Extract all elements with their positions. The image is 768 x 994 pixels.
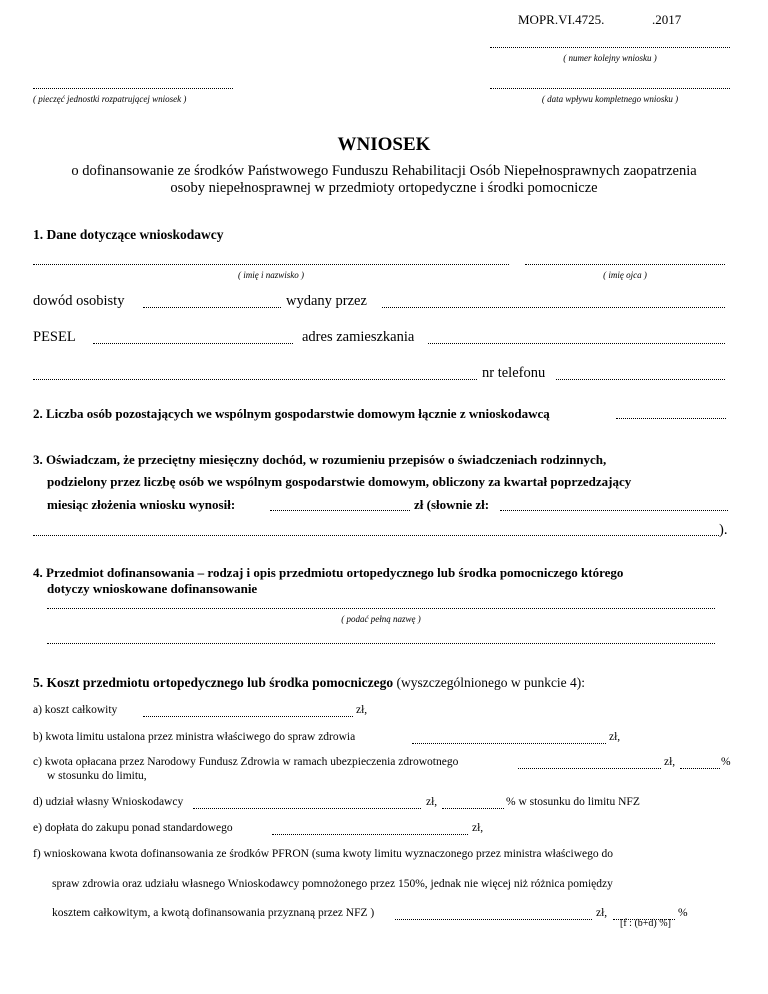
section3-line1: 3. Oświadczam, że przeciętny miesięczny dochód, w rozumieniu przepisów o świadczeniach rodzinnych,: [33, 452, 607, 467]
income-words-field[interactable]: [500, 510, 728, 511]
item-f-line1: f) wnioskowana kwota dofinansowania ze środków PFRON (suma kwoty limitu wyznaczonego przez ministra właściwego do: [33, 848, 613, 860]
ref-caption: ( numer kolejny wniosku ): [563, 53, 657, 63]
requested-amount-field[interactable]: [395, 919, 592, 920]
item-d-currency: zł,: [426, 796, 438, 808]
section3-line2: podzielony przez liczbę osób we wspólnym gospodarstwie domowym, obliczony za kwartał poprzedzający: [47, 474, 632, 489]
section2-heading: 2. Liczba osób pozostających we wspólnym gospodarstwie domowym łącznie z wnioskodawcą: [33, 406, 550, 421]
stamp-field[interactable]: [33, 88, 233, 89]
closing-paren: ).: [719, 522, 728, 538]
item-d-label: d) udział własny Wnioskodawcy: [33, 796, 184, 808]
pesel-label: PESEL: [33, 329, 76, 345]
page-title: WNIOSEK: [337, 134, 431, 155]
item-f-percent: %: [678, 907, 688, 919]
section4-line2: dotyczy wnioskowane dofinansowanie: [47, 581, 258, 596]
item-d-suffix: % w stosunku do limitu NFZ: [506, 796, 640, 808]
id-field[interactable]: [143, 307, 281, 308]
ref-number: MOPR.VI.4725.: [518, 12, 605, 27]
phone-label: nr telefonu: [482, 365, 546, 381]
id-label: dowód osobisty: [33, 293, 125, 309]
name-caption: ( imię i nazwisko ): [238, 270, 304, 280]
item-c-line2: w stosunku do limitu,: [47, 770, 147, 782]
father-name-field[interactable]: [525, 264, 725, 265]
formula-note: [f : (b+d) %]: [620, 918, 671, 929]
own-share-field[interactable]: [193, 808, 421, 809]
item-f-line2: spraw zdrowia oraz udziału własnego Wnioskodawcy pomnożonego przez 150%, jednak nie więcej niż różnica pomiędzy: [52, 878, 613, 890]
item-description-field[interactable]: [47, 608, 715, 609]
name-field[interactable]: [33, 264, 509, 265]
address-field[interactable]: [428, 343, 725, 344]
address-label: adres zamieszkania: [302, 329, 415, 345]
pesel-field[interactable]: [93, 343, 293, 344]
item-c-currency: zł,: [664, 756, 676, 768]
income-amount-field[interactable]: [270, 510, 410, 511]
currency-words-label: zł (słownie zł:: [414, 497, 490, 512]
section1-heading: 1. Dane dotyczące wnioskodawcy: [33, 227, 224, 242]
section5-heading: [33, 675, 585, 691]
section5-heading-bold: 5. Koszt przedmiotu ortopedycznego lub środka pomocniczego: [33, 675, 394, 690]
total-cost-field[interactable]: [143, 716, 353, 717]
household-count-field[interactable]: [616, 418, 726, 419]
section5-heading-normal: (wyszczególnionego w punkcie 4):: [396, 675, 586, 690]
nfz-amount-field[interactable]: [518, 768, 661, 769]
section3-line3: miesiąc złożenia wniosku wynosił:: [47, 497, 236, 512]
title-subtitle-line1: o dofinansowanie ze środków Państwowego Funduszu Rehabilitacji Osób Niepełnosprawnych zaopatrzenia: [71, 163, 697, 179]
father-name-caption: ( imię ojca ): [603, 270, 647, 280]
item-c-label: c) kwota opłacana przez Narodowy Fundusz Zdrowia w ramach ubezpieczenia zdrowotnego: [33, 756, 459, 768]
item-b-currency: zł,: [609, 731, 621, 743]
item-e-label: e) dopłata do zakupu ponad standardowego: [33, 822, 233, 834]
extra-payment-field[interactable]: [272, 834, 468, 835]
date-caption: ( data wpływu kompletnego wniosku ): [541, 94, 679, 104]
title-subtitle-line2: osoby niepełnosprawnej w przedmioty ortopedyczne i środki pomocnicze: [170, 180, 598, 196]
item-f-currency: zł,: [596, 907, 608, 919]
nfz-percent-field[interactable]: [680, 768, 720, 769]
income-words-field-line2[interactable]: [33, 535, 719, 536]
ministry-limit-field[interactable]: [412, 743, 606, 744]
section4-line1: 4. Przedmiot dofinansowania – rodzaj i opis przedmiotu ortopedycznego lub środka pomocniczego którego: [33, 565, 624, 580]
item-f-line3: kosztem całkowitym, a kwotą dofinansowania przyznaną przez NFZ ): [52, 907, 375, 919]
item-a-currency: zł,: [356, 704, 368, 716]
ref-number-field[interactable]: [490, 47, 730, 48]
item-e-currency: zł,: [472, 822, 484, 834]
item-b-label: b) kwota limitu ustalona przez ministra właściwego do spraw zdrowia: [33, 731, 356, 743]
item-a-label: a) koszt całkowity: [33, 704, 118, 716]
own-share-percent-field[interactable]: [442, 808, 504, 809]
ref-year: .2017: [652, 12, 682, 27]
phone-field[interactable]: [556, 379, 725, 380]
address-field-line2[interactable]: [33, 379, 477, 380]
item-c-percent: %: [721, 756, 731, 768]
stamp-caption: ( pieczęć jednostki rozpatrującej wniosek ): [33, 94, 187, 104]
item-description-caption: ( podać pełną nazwę ): [341, 614, 421, 624]
issued-label: wydany przez: [286, 293, 367, 309]
item-description-field-line2[interactable]: [47, 643, 715, 644]
date-field[interactable]: [490, 88, 730, 89]
issued-by-field[interactable]: [382, 307, 725, 308]
